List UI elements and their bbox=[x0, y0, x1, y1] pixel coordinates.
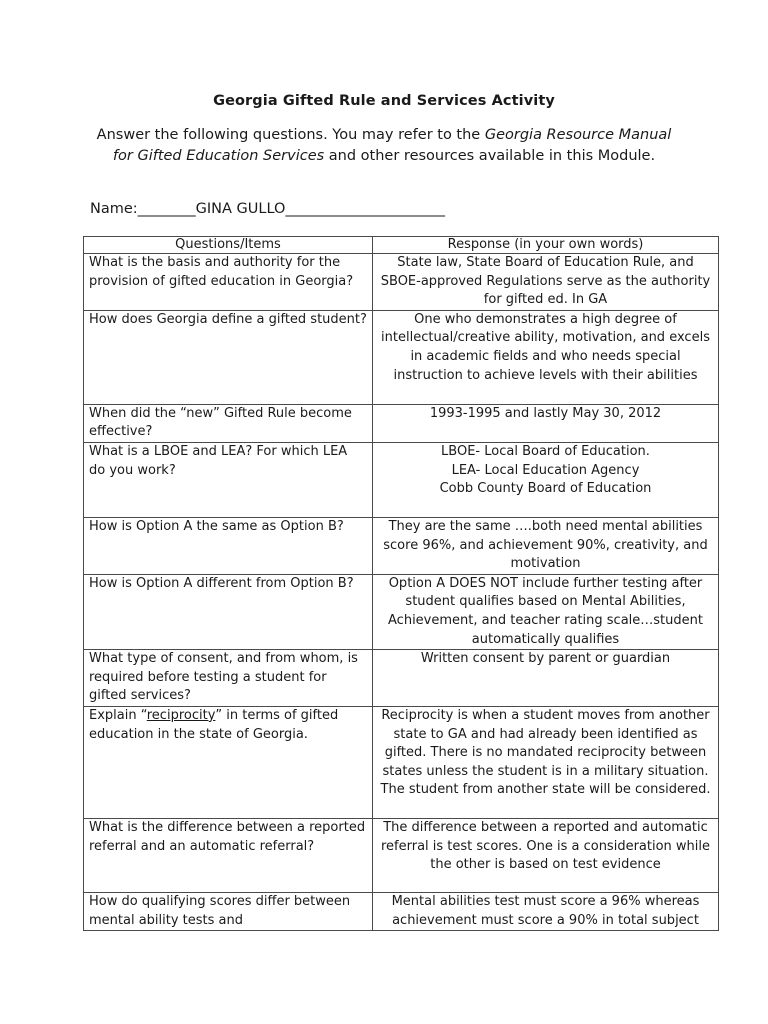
response-cell: Written consent by parent or guardian bbox=[373, 650, 719, 707]
table-row bbox=[84, 818, 719, 892]
table-row bbox=[84, 706, 719, 818]
instructions-paragraph bbox=[92, 125, 676, 167]
table-row bbox=[84, 517, 719, 574]
response-cell: State law, State Board of Education Rule, and SBOE-approved Regulations serve as the authority for gifted ed. In GA bbox=[373, 254, 719, 311]
table-row bbox=[84, 892, 719, 930]
name-value: GINA GULLO bbox=[195, 201, 286, 217]
question-text-end: ” in terms of gifted education in the state of Georgia. bbox=[89, 707, 339, 742]
question-cell: How is Option A the same as Option B? bbox=[84, 517, 373, 574]
question-cell: How do qualifying scores differ between mental ability tests and bbox=[84, 892, 373, 930]
table-row bbox=[84, 442, 719, 517]
question-cell: What type of consent, and from whom, is required before testing a student for gifted services? bbox=[84, 650, 373, 707]
response-cell: They are the same ….both need mental abilities score 96%, and achievement 90%, creativity, and motivation bbox=[373, 517, 719, 574]
table-row bbox=[84, 404, 719, 442]
resource-manual-title: Georgia Resource Manual for Gifted Education Services bbox=[112, 127, 672, 164]
question-cell: What is a LBOE and LEA? For which LEA do you work? bbox=[84, 442, 373, 517]
response-line: Cobb County Board of Education bbox=[439, 481, 652, 497]
name-label: Name:________ bbox=[90, 201, 196, 217]
question-cell: How is Option A different from Option B? bbox=[84, 574, 373, 649]
question-text: Explain “ bbox=[89, 707, 147, 723]
name-line bbox=[90, 201, 445, 217]
question-cell bbox=[84, 706, 373, 818]
table-header-row bbox=[84, 237, 719, 254]
response-cell: The difference between a reported and automatic referral is test scores. One is a consideration while the other is based on test evidence bbox=[373, 818, 719, 892]
response-column-header: Response (in your own words) bbox=[373, 237, 719, 254]
response-line: LEA- Local Education Agency bbox=[451, 462, 640, 478]
table-row bbox=[84, 254, 719, 311]
questions-column-header: Questions/Items bbox=[84, 237, 373, 254]
response-cell: Reciprocity is when a student moves from another state to GA and had already been identified as gifted. There is no mandated reciprocity between states unless the student is in a military situation. The student from another state will be considered. bbox=[373, 706, 719, 818]
response-cell: Mental abilities test must score a 96% whereas achievement must score a 90% in total subject bbox=[373, 892, 719, 930]
name-underline: ______________________ bbox=[285, 201, 445, 217]
reciprocity-term: reciprocity bbox=[146, 707, 216, 723]
table-row bbox=[84, 310, 719, 404]
response-cell: 1993-1995 and lastly May 30, 2012 bbox=[373, 404, 719, 442]
response-cell: One who demonstrates a high degree of intellectual/creative ability, motivation, and excels in academic fields and who needs special instruction to achieve levels with their abilities bbox=[373, 310, 719, 404]
document-title: Georgia Gifted Rule and Services Activity bbox=[213, 93, 555, 109]
instructions-text-end: and other resources available in this Module. bbox=[324, 148, 656, 164]
question-cell: What is the basis and authority for the provision of gifted education in Georgia? bbox=[84, 254, 373, 311]
question-cell: How does Georgia define a gifted student? bbox=[84, 310, 373, 404]
table-row bbox=[84, 574, 719, 649]
instructions-text: Answer the following questions. You may refer to the bbox=[96, 127, 485, 143]
response-line: LBOE- Local Board of Education. bbox=[441, 443, 650, 459]
table-row bbox=[84, 650, 719, 707]
question-cell: When did the “new” Gifted Rule become effective? bbox=[84, 404, 373, 442]
questions-table bbox=[83, 236, 719, 931]
response-cell: Option A DOES NOT include further testing after student qualifies based on Mental Abilities, Achievement, and teacher rating scale…student automatically qualifies bbox=[373, 574, 719, 649]
response-cell bbox=[373, 442, 719, 517]
question-cell: What is the difference between a reported referral and an automatic referral? bbox=[84, 818, 373, 892]
